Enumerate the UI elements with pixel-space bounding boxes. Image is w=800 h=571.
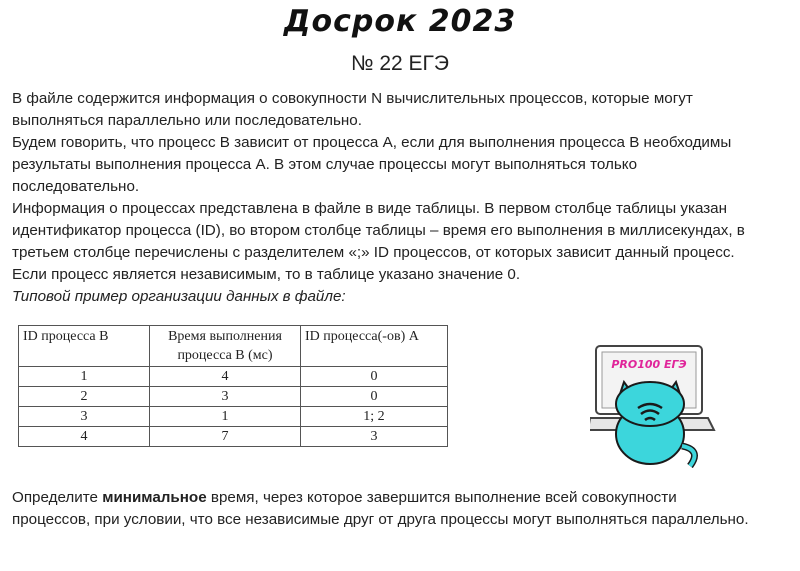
- intro-line: Если процесс является независимым, то в таблице указано значение 0.: [12, 266, 521, 283]
- cell-time: 4: [150, 367, 301, 387]
- question-line-2: процессов, при условии, что все независимые друг от друга процессы могут выполняться параллельно.: [12, 511, 749, 528]
- question-emphasis: минимальное: [102, 489, 207, 506]
- question-prefix: Определите: [12, 489, 103, 506]
- cell-time: 1: [150, 407, 301, 427]
- cell-deps: 0: [301, 367, 448, 387]
- table-row: [19, 387, 448, 407]
- cell-deps: 3: [301, 427, 448, 447]
- example-caption: Типовой пример организации данных в файле:: [12, 288, 346, 305]
- intro-line: Информация о процессах представлена в файле в виде таблицы. В первом столбце таблицы указан: [12, 200, 728, 217]
- task-description: [12, 88, 792, 308]
- question-rest: время, через которое завершится выполнение всей совокупности: [206, 489, 677, 506]
- table-row: [19, 427, 448, 447]
- process-table-container: [18, 325, 448, 447]
- intro-line: последовательно.: [12, 178, 140, 195]
- cell-time: 7: [150, 427, 301, 447]
- intro-line: выполняться параллельно или последовательно.: [12, 112, 362, 129]
- cell-id: 2: [19, 387, 150, 407]
- process-table: [18, 325, 448, 447]
- page-title: Досрок 2023: [283, 4, 517, 39]
- intro-line: результаты выполнения процесса A. В этом случае процессы могут выполняться только: [12, 156, 638, 173]
- question-text: [12, 487, 792, 531]
- cell-id: 1: [19, 367, 150, 387]
- intro-line: Будем говорить, что процесс B зависит от процесса A, если для выполнения процесса B необходимы: [12, 134, 732, 151]
- intro-line: третьем столбце перечислены с разделителем «;» ID процессов, от которых зависит данный процесс.: [12, 244, 735, 261]
- table-header-row: [19, 326, 448, 367]
- intro-line: идентификатор процесса (ID), во втором столбце таблицы – время его выполнения в миллисекундах, в: [12, 222, 745, 239]
- table-row: [19, 407, 448, 427]
- pro100-ege-logo: [590, 338, 720, 468]
- intro-line: В файле содержится информация о совокупности N вычислительных процессов, которые могут: [12, 90, 693, 107]
- logo-text: PRO100 ЕГЭ: [611, 358, 687, 371]
- cell-deps: 1; 2: [301, 407, 448, 427]
- cell-id: 3: [19, 407, 150, 427]
- cell-deps: 0: [301, 387, 448, 407]
- header-deps: ID процесса(-ов) A: [301, 326, 448, 367]
- header-time: Время выполнения процесса B (мс): [150, 326, 301, 367]
- table-row: [19, 367, 448, 387]
- cell-id: 4: [19, 427, 150, 447]
- cell-time: 3: [150, 387, 301, 407]
- header-id: ID процесса B: [19, 326, 150, 367]
- page-subtitle: № 22 ЕГЭ: [350, 52, 450, 75]
